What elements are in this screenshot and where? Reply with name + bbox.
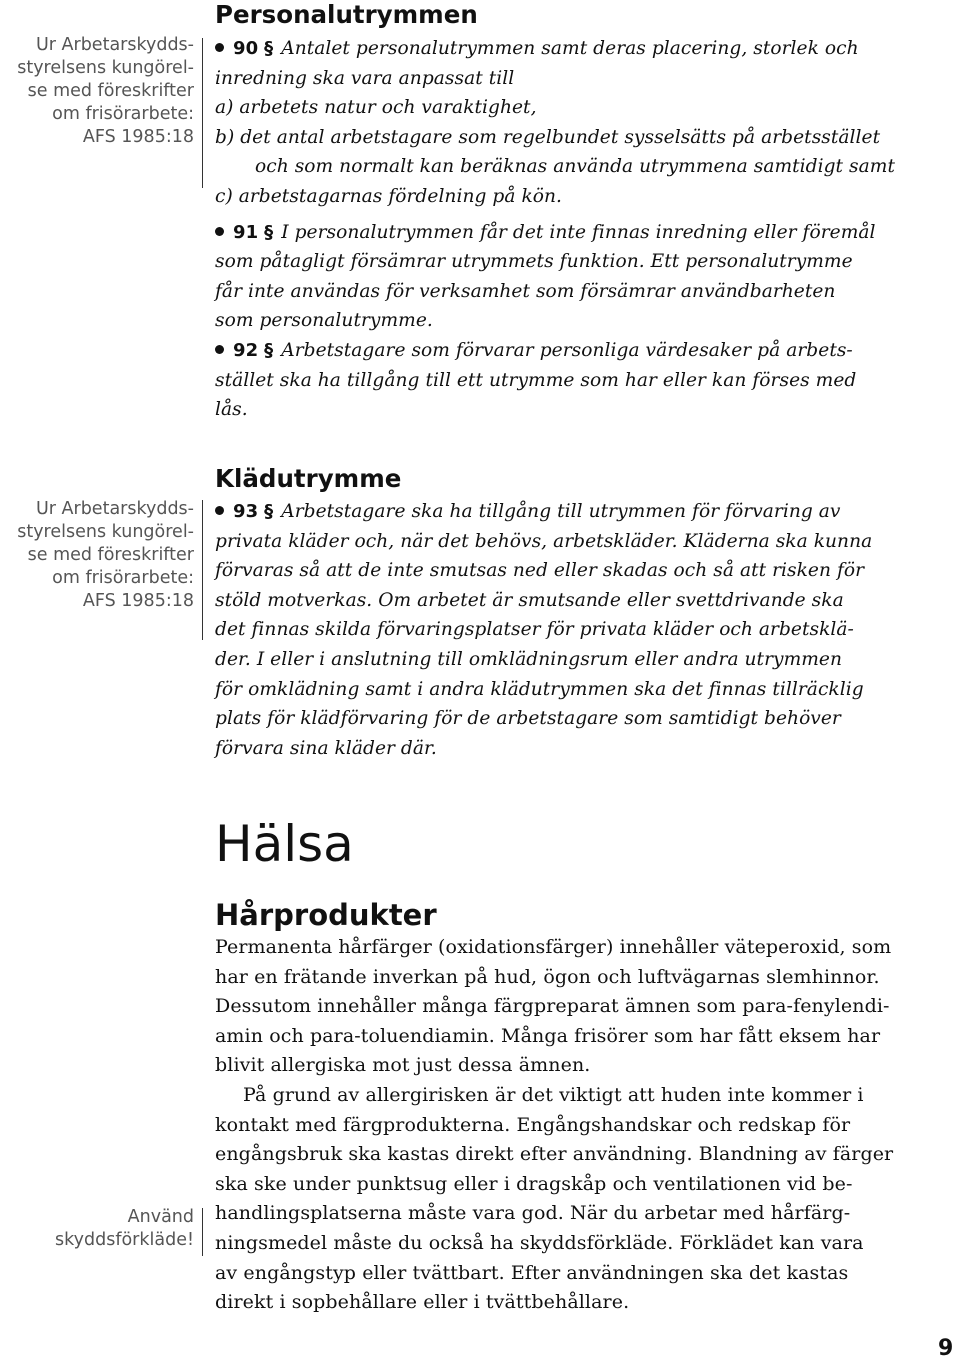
section-kladutrymme	[215, 464, 955, 763]
margin-note-line: se med föreskrifter	[27, 81, 194, 101]
paragraph-line: På grund av allergirisken är det viktigt att huden inte kommer i	[243, 1083, 864, 1106]
regulation-text: och som normalt kan beräknas använda utrymmena samtidigt samt	[255, 156, 895, 178]
margin-note-line: om frisörarbete:	[52, 568, 194, 588]
margin-note-line: Ur Arbetarskydds-	[35, 499, 194, 519]
regulation-number: 90	[233, 38, 259, 59]
regulation-text: inredning ska vara anpassat till	[215, 67, 515, 89]
bullet-icon	[215, 345, 224, 354]
section-sign-icon: §	[264, 221, 274, 243]
margin-rule	[202, 500, 203, 640]
section-heading: Personalutrymmen	[215, 0, 478, 29]
margin-note-line: AFS 1985:18	[82, 591, 194, 611]
body-paragraph	[215, 933, 955, 1081]
paragraph-line: ningsmedel måste du också ha skyddsförkläde. Förklädet kan vara	[215, 1231, 864, 1254]
chapter-heading: Hälsa	[215, 815, 354, 873]
margin-rule	[202, 38, 203, 188]
page-number: 9	[938, 1336, 954, 1361]
regulation-text: stället ska ha tillgång till ett utrymme som har eller kan förses med	[215, 369, 857, 391]
regulation-line	[215, 34, 955, 64]
paragraph-line: handlingsplatserna måste vara god. När du arbetar med hårfärg-	[215, 1202, 851, 1225]
regulation-text: Arbetstagare som förvarar personliga värdesaker på arbets-	[281, 339, 853, 361]
regulation-text: som personalutrymme.	[215, 310, 433, 332]
regulation-text: som påtagligt försämrar utrymmets funktion. Ett personalutrymme	[215, 251, 853, 273]
section-halsa	[215, 814, 955, 1318]
section-sign-icon: §	[264, 501, 274, 522]
bullet-icon	[215, 227, 224, 236]
regulation-text: a) arbetets natur och varaktighet,	[215, 97, 537, 119]
regulation-text: får inte användas för verksamhet som försämrar användbarheten	[215, 280, 836, 302]
paragraph-line: har en frätande inverkan på hud, ögon och luftvägarnas slemhinnor.	[215, 965, 880, 988]
margin-note-line: styrelsens kungörel-	[17, 58, 194, 78]
regulation-text: der. I eller i anslutning till omklädningsrum eller andra utrymmen	[215, 648, 843, 670]
regulation-line	[215, 336, 955, 366]
margin-note-line: skyddsförkläde!	[55, 1230, 194, 1250]
regulation-text: plats för klädförvaring för de arbetstagare som samtidigt behöver	[215, 708, 841, 730]
regulation-number: 93	[233, 501, 259, 522]
regulation-text: förvaras så att de inte smutsas ned eller skadas och så att risken för	[215, 560, 865, 582]
margin-note-line: se med föreskrifter	[27, 545, 194, 565]
margin-note-source-2	[0, 498, 194, 613]
margin-rule	[202, 1208, 203, 1256]
margin-note-line: Använd	[127, 1207, 194, 1227]
regulation-92	[215, 336, 955, 425]
regulation-text: lås.	[215, 399, 248, 421]
paragraph-line: blivit allergiska mot just dessa ämnen.	[215, 1054, 591, 1077]
regulation-text: för omklädning samt i andra klädutrymmen ska det finnas tillräcklig	[215, 678, 864, 700]
regulation-text: det finnas skilda förvaringsplatser för privata kläder och arbetsklä-	[215, 619, 854, 641]
regulation-93	[215, 497, 955, 763]
regulation-text: I personalutrymmen får det inte finnas inredning eller föremål	[281, 221, 876, 243]
regulation-text: Antalet personalutrymmen samt deras placering, storlek och	[281, 38, 859, 59]
paragraph-line: Dessutom innehåller många färgpreparat ämnen som para-fenylendi-	[215, 995, 890, 1018]
margin-note-line: Ur Arbetarskydds-	[35, 35, 194, 55]
regulation-text: privata kläder och, när det behövs, arbetskläder. Kläderna ska kunna	[215, 530, 873, 552]
margin-note-line: styrelsens kungörel-	[17, 522, 194, 542]
regulation-number: 91	[233, 221, 259, 243]
regulation-text: förvara sina kläder där.	[215, 737, 437, 759]
regulation-text: c) arbetstagarnas fördelning på kön.	[215, 185, 562, 207]
margin-note-source-1	[0, 34, 194, 149]
paragraph-line: amin och para-toluendiamin. Många frisörer som har fått eksem har	[215, 1024, 881, 1047]
margin-note-apron	[0, 1206, 194, 1252]
paragraph-line: direkt i sopbehållare eller i tvättbehållare.	[215, 1291, 630, 1314]
regulation-number: 92	[233, 339, 259, 361]
regulation-91	[215, 218, 955, 336]
paragraph-line: av engångstyp eller tvättbart. Efter användningen ska det kastas	[215, 1261, 849, 1284]
regulation-90	[215, 34, 955, 212]
regulation-text: b) det antal arbetstagare som regelbundet sysselsätts på arbetsstället	[215, 126, 881, 148]
regulation-line	[215, 497, 955, 527]
paragraph-line: ska ske under punktsug eller i dragskåp och ventilationen vid be-	[215, 1172, 853, 1195]
bullet-icon	[215, 506, 224, 515]
margin-note-line: om frisörarbete:	[52, 104, 194, 124]
section-sign-icon: §	[264, 38, 274, 59]
regulation-text: Arbetstagare ska ha tillgång till utrymmen för förvaring av	[281, 501, 841, 522]
section-heading: Klädutrymme	[215, 464, 402, 493]
body-paragraph	[215, 1081, 955, 1318]
paragraph-line: Permanenta hårfärger (oxidationsfärger) innehåller väteperoxid, som	[215, 936, 892, 958]
section-heading: Hårprodukter	[215, 898, 437, 932]
section-personalutrymmen	[215, 0, 955, 425]
bullet-icon	[215, 43, 224, 52]
paragraph-line: engångsbruk ska kastas direkt efter användning. Blandning av färger	[215, 1143, 894, 1166]
regulation-text: stöld motverkas. Om arbetet är smutsande eller svettdrivande ska	[215, 589, 844, 611]
section-sign-icon: §	[264, 339, 274, 361]
margin-note-line: AFS 1985:18	[82, 127, 194, 147]
paragraph-line: kontakt med färgprodukterna. Engångshandskar och redskap för	[215, 1113, 851, 1136]
regulation-line	[215, 218, 955, 248]
